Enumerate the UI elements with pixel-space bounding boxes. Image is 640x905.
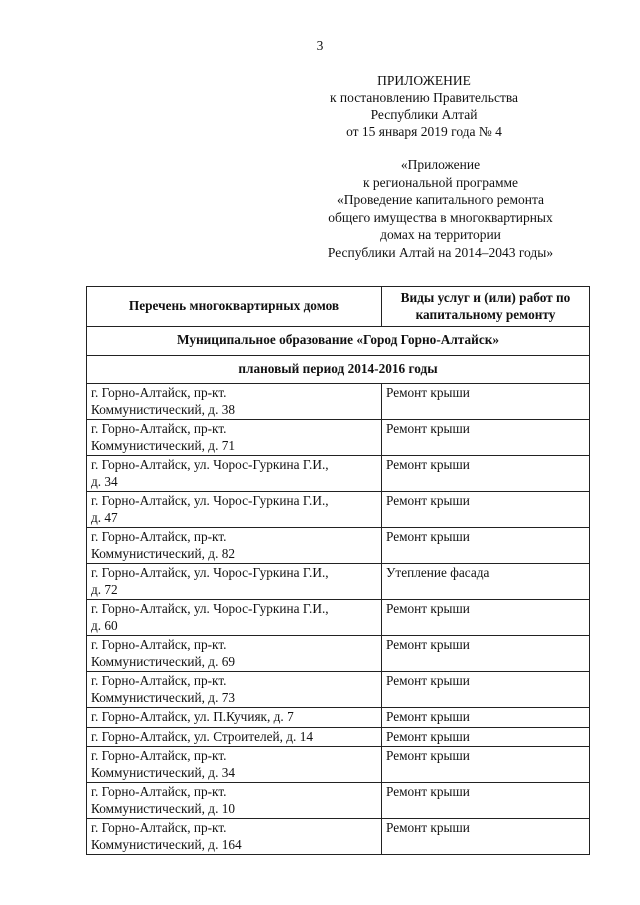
government-resolution-appendix — [320, 72, 528, 140]
address-line: г. Горно-Алтайск, ул. Чорос-Гуркина Г.И., — [91, 457, 329, 472]
address-line: Коммунистический, д. 38 — [91, 401, 236, 417]
municipality-row — [87, 327, 590, 356]
table-row — [87, 636, 590, 672]
building-address — [87, 492, 382, 528]
header-buildings-label: Перечень многоквартирных домов — [128, 298, 340, 314]
address-line: д. 72 — [91, 581, 118, 597]
address-line: Коммунистический, д. 164 — [91, 836, 242, 852]
header-works — [382, 287, 590, 327]
work-type: Ремонт крыши — [382, 600, 590, 636]
address-line: г. Горно-Алтайск, пр-кт. — [91, 673, 227, 688]
table-row — [87, 708, 590, 728]
work-type: Ремонт крыши — [382, 727, 590, 747]
appendix-line: к постановлению Правительства — [329, 90, 519, 105]
address-line: Коммунистический, д. 71 — [91, 437, 236, 453]
table-row — [87, 672, 590, 708]
building-address — [87, 783, 382, 819]
table-row — [87, 420, 590, 456]
building-address — [87, 727, 382, 747]
work-type: Ремонт крыши — [382, 672, 590, 708]
work-type: Ремонт крыши — [382, 384, 590, 420]
table-row — [87, 384, 590, 420]
table-row — [87, 600, 590, 636]
table-row — [87, 783, 590, 819]
address-line: Коммунистический, д. 82 — [91, 545, 236, 561]
building-address — [87, 636, 382, 672]
period-title: плановый период 2014-2016 годы — [87, 355, 590, 384]
work-type: Ремонт крыши — [382, 747, 590, 783]
address-line: г. Горно-Алтайск, пр-кт. — [91, 820, 227, 835]
table-row — [87, 727, 590, 747]
table-row — [87, 456, 590, 492]
program-line: общего имущества в многоквартирных — [328, 209, 553, 225]
header-works-line: Виды услуг и (или) работ по — [400, 290, 571, 305]
building-address — [87, 384, 382, 420]
program-line: «Приложение — [400, 157, 481, 172]
work-type: Ремонт крыши — [382, 819, 590, 855]
address-line: г. Горно-Алтайск, пр-кт. — [91, 421, 227, 436]
address-line: г. Горно-Алтайск, пр-кт. — [91, 748, 227, 763]
program-line: к региональной программе — [362, 174, 519, 190]
table-header-row — [87, 287, 590, 327]
header-buildings — [87, 287, 382, 327]
building-address — [87, 672, 382, 708]
table-row — [87, 492, 590, 528]
address-line: г. Горно-Алтайск, пр-кт. — [91, 529, 227, 544]
building-address — [87, 456, 382, 492]
work-type: Ремонт крыши — [382, 456, 590, 492]
program-line: Республики Алтай на 2014–2043 годы» — [327, 244, 554, 260]
header-works-line: капитальному ремонту — [415, 306, 556, 322]
work-type: Ремонт крыши — [382, 636, 590, 672]
work-type: Ремонт крыши — [382, 708, 590, 728]
building-address — [87, 420, 382, 456]
page-number: 3 — [316, 38, 324, 53]
table-row — [87, 819, 590, 855]
building-address — [87, 819, 382, 855]
building-address — [87, 528, 382, 564]
address-line: г. Горно-Алтайск, ул. Чорос-Гуркина Г.И., — [91, 601, 329, 616]
address-line: Коммунистический, д. 10 — [91, 800, 236, 816]
municipality-title: Муниципальное образование «Город Горно-Алтайск» — [87, 327, 590, 356]
address-line: г. Горно-Алтайск, ул. Строителей, д. 14 — [91, 728, 314, 744]
address-line: Коммунистический, д. 73 — [91, 689, 236, 705]
regional-program-appendix — [288, 156, 593, 261]
period-row — [87, 355, 590, 384]
table-row — [87, 528, 590, 564]
address-line: г. Горно-Алтайск, пр-кт. — [91, 784, 227, 799]
building-address — [87, 600, 382, 636]
building-address — [87, 747, 382, 783]
work-type: Ремонт крыши — [382, 420, 590, 456]
work-type: Ремонт крыши — [382, 528, 590, 564]
appendix-date-line: от 15 января 2019 года № 4 — [346, 124, 502, 139]
address-line: Коммунистический, д. 34 — [91, 764, 236, 780]
table-row — [87, 564, 590, 600]
address-line: г. Горно-Алтайск, ул. Чорос-Гуркина Г.И., — [91, 493, 329, 508]
program-line: домах на территории — [380, 227, 501, 242]
address-line: Коммунистический, д. 69 — [91, 653, 236, 669]
building-address — [87, 564, 382, 600]
building-address — [87, 708, 382, 728]
address-line: д. 60 — [91, 617, 118, 633]
program-line: «Проведение капитального ремонта — [336, 192, 545, 207]
repair-list-table — [86, 286, 590, 855]
address-line: д. 47 — [91, 509, 118, 525]
address-line: д. 34 — [91, 473, 118, 489]
work-type: Ремонт крыши — [382, 783, 590, 819]
address-line: г. Горно-Алтайск, ул. Чорос-Гуркина Г.И., — [91, 565, 329, 580]
address-line: г. Горно-Алтайск, пр-кт. — [91, 637, 227, 652]
work-type: Ремонт крыши — [382, 492, 590, 528]
address-line: г. Горно-Алтайск, пр-кт. — [91, 385, 227, 400]
work-type: Утепление фасада — [382, 564, 590, 600]
address-line: г. Горно-Алтайск, ул. П.Кучияк, д. 7 — [91, 709, 294, 724]
appendix-line: Республики Алтай — [370, 107, 478, 122]
appendix-title: ПРИЛОЖЕНИЕ — [377, 73, 471, 88]
table-row — [87, 747, 590, 783]
